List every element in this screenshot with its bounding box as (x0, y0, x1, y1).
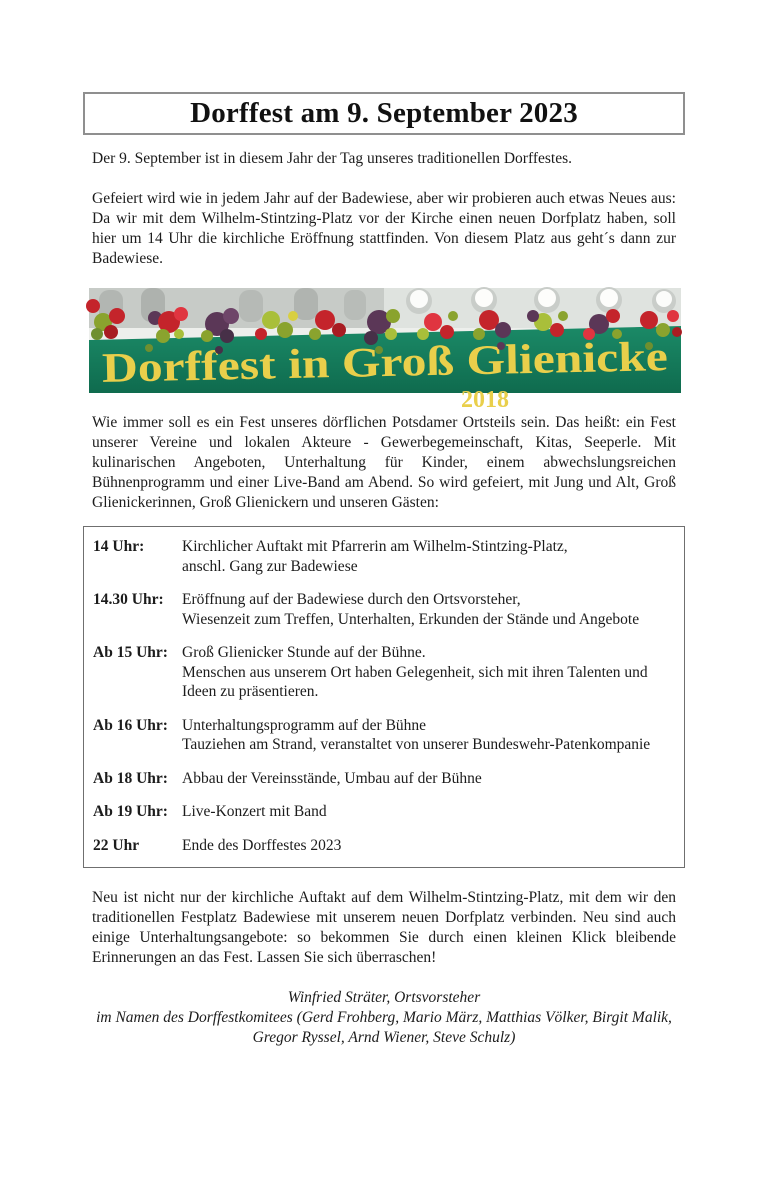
schedule-desc-line: Groß Glienicker Stunde auf der Bühne. (182, 644, 426, 661)
schedule-row (93, 643, 674, 702)
schedule-row (93, 802, 674, 822)
schedule-desc-line: Unterhaltungsprogramm auf der Bühne (182, 716, 427, 734)
festival-description-paragraph: Wie immer soll es ein Fest unseres dörflichen Potsdamer Ortsteils sein. Das heißt: ein Fest unserer Vereine und lokalen Akteure - Gewerbegemeinschaft, Kitas, Seeperle. Mit kulinarischen Angeboten, Unterhaltung für Kinder, einem abwechslungsreichen Bühnenprogramm und einer Live-Band am Abend. So wird gefeiert, mit Jung und Alt, Groß Glienickerinnen, Groß Glienickern und unseren Gästen: (92, 414, 676, 511)
schedule-row (93, 716, 674, 755)
schedule-time: 14.30 Uhr: (93, 591, 164, 608)
signature-line: im Namen des Dorffestkomitees (Gerd Frohberg, Mario März, Matthias Völker, Birgit Malik, (96, 1009, 672, 1026)
banner-photo (89, 288, 681, 413)
schedule-row (93, 836, 674, 856)
schedule-desc-line: Live-Konzert mit Band (182, 803, 327, 820)
title-box (83, 92, 685, 135)
intro-paragraph: Der 9. September ist in diesem Jahr der Tag unseres traditionellen Dorffestes. (92, 150, 573, 167)
schedule-row (93, 769, 674, 789)
schedule-desc-line: Ende des Dorffestes 2023 (182, 836, 342, 854)
celebration-paragraph: Gefeiert wird wie in jedem Jahr auf der Badewiese, aber wir probieren auch etwas Neues aus: Da wir mit dem Wilhelm-Stintzing-Platz vor der Kirche einen neuen Dorfplatz haben, soll hier um 14 Uhr die kirchliche Eröffnung stattfinden. Von diesem Platz aus geht´s dann zur Badewiese. (92, 190, 676, 267)
document-page (0, 92, 768, 1178)
signature-line: Winfried Sträter, Ortsvorsteher (287, 989, 481, 1006)
closing-paragraph: Neu ist nicht nur der kirchliche Auftakt auf dem Wilhelm-Stintzing-Platz, mit dem wir den traditionellen Festplatz Badewiese mit unserem neuen Dorfplatz verbinden. Neu sind auch einige Unterhaltungsangebote: so bekommen Sie durch einen kleinen Klick bleibende Erinnerungen an das Fest. Lassen Sie sich überraschen! (92, 889, 676, 966)
schedule-desc-line: Wiesenzeit zum Treffen, Unterhalten, Erkunden der Stände und Angebote (182, 610, 640, 628)
schedule-time: Ab 15 Uhr: (93, 644, 168, 661)
schedule-row (93, 537, 674, 576)
schedule-desc-line: Menschen aus unserem Ort haben Gelegenheit, sich mit ihren Talenten und (182, 663, 648, 681)
schedule-time: Ab 16 Uhr: (93, 716, 168, 734)
schedule-row (93, 590, 674, 629)
page-title: Dorffest am 9. September 2023 (190, 97, 578, 129)
banner-photo-graphic (89, 288, 681, 413)
schedule-desc-line: Eröffnung auf der Badewiese durch den Ortsvorsteher, (182, 591, 521, 608)
schedule-desc-line: Tauziehen am Strand, veranstaltet von unserer Bundeswehr-Patenkompanie (182, 736, 651, 753)
schedule-time: Ab 18 Uhr: (93, 769, 168, 787)
schedule-desc-line: anschl. Gang zur Badewiese (182, 557, 358, 575)
schedule-time: Ab 19 Uhr: (93, 803, 168, 820)
signature-block (50, 988, 718, 1048)
schedule-desc-line: Kirchlicher Auftakt mit Pfarrerin am Wilhelm-Stintzing-Platz, (182, 538, 568, 555)
schedule-time: 14 Uhr: (93, 538, 145, 555)
schedule-desc-line: Ideen zu präsentieren. (182, 683, 319, 700)
schedule-box (83, 526, 685, 868)
schedule-desc-line: Abbau der Vereinsstände, Umbau auf der Bühne (182, 769, 482, 787)
banner-text: Dorffest in Groß Glienicke (101, 335, 582, 392)
schedule-time: 22 Uhr (93, 836, 140, 854)
banner-year-partial: 2018 (461, 387, 509, 413)
signature-line: Gregor Ryssel, Arnd Wiener, Steve Schulz) (252, 1029, 516, 1046)
